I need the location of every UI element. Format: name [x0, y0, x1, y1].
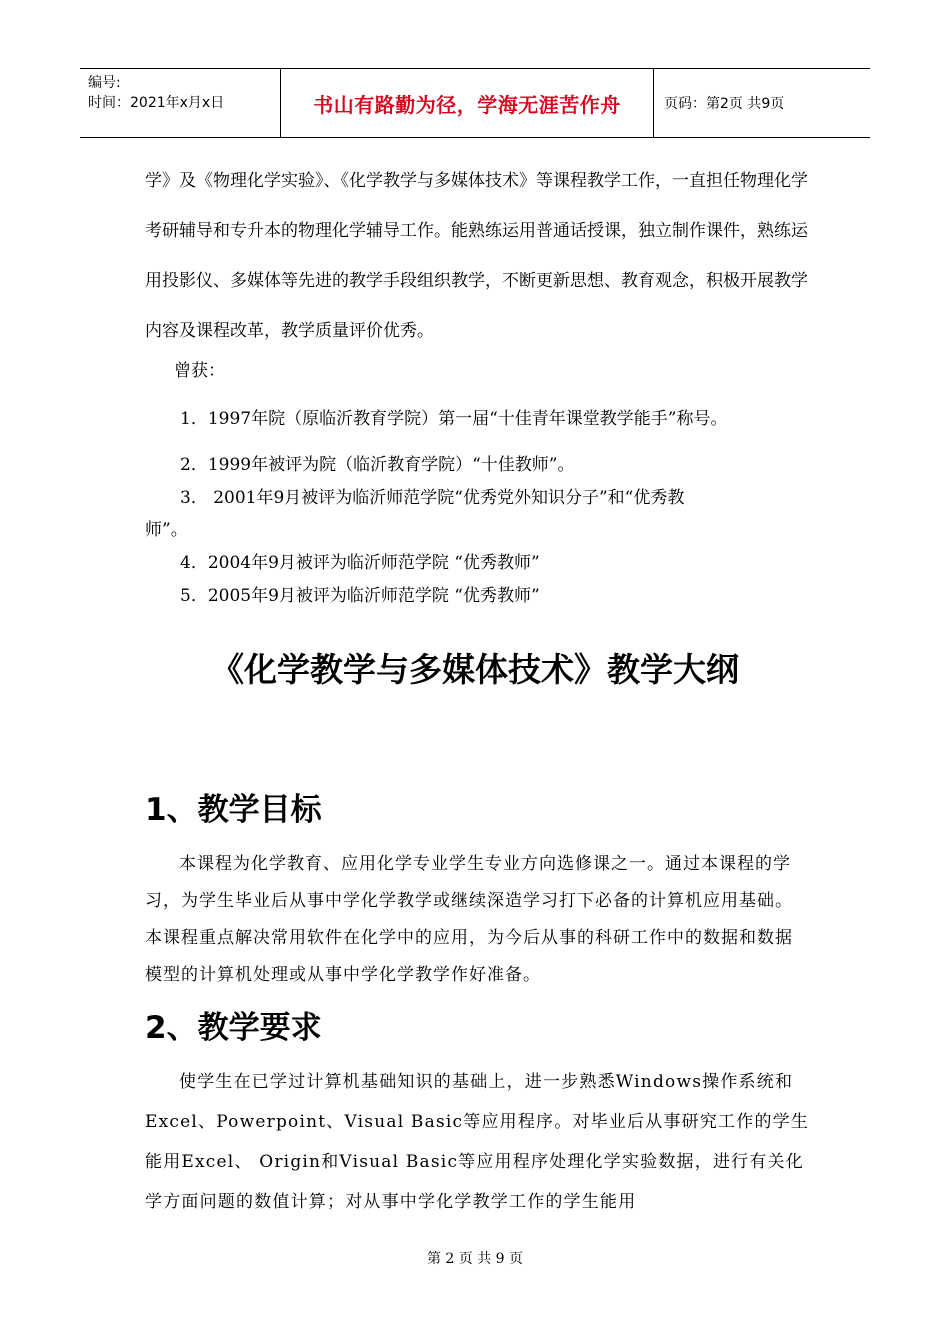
award-item-1: 1．1997年院（原临沂教育学院）第一届“十佳青年课堂教学能手”称号。 — [180, 409, 728, 429]
header-motto: 书山有路勤为径，学海无涯苦作舟 — [281, 69, 654, 137]
award-item-3-cont: 师”。 — [145, 520, 188, 540]
time-label: 时间：2021年x月x日 — [88, 95, 225, 111]
award-item-4: 4．2004年9月被评为临沂师范学院 “优秀教师” — [180, 553, 540, 573]
header-page-code: 页码：第2页 共9页 — [664, 96, 785, 112]
section-heading-2: 2、教学要求 — [145, 1010, 322, 1046]
page-footer: 第 2 页 共 9 页 — [426, 1251, 524, 1267]
section-body-2: 使学生在已学过计算机基础知识的基础上，进一步熟悉Windows操作系统和Excel、Powerpoint、Visual Basic等应用程序。对毕业后从事研究工作的学生能用Excel、 Origin和Visual Basic等应用程序处理化学实验数据，进行有关化学方面问题的数值计算；对从事中学化学教学工作的学生能用 — [145, 1072, 810, 1212]
page-header — [80, 68, 870, 138]
number-label: 编号: — [88, 75, 121, 91]
section-heading-1: 1、教学目标 — [145, 792, 322, 828]
section-body-1: 本课程为化学教育、应用化学专业学生专业方向选修课之一。通过本课程的学习，为学生毕业后从事中学化学教学或继续深造学习打下必备的计算机应用基础。本课程重点解决常用软件在化学中的应用，为今后从事的科研工作中的数据和数据模型的计算机处理或从事中学化学教学作好准备。 — [145, 854, 793, 985]
awards-label: 曾获： — [174, 361, 225, 381]
intro-paragraph: 学》及《物理化学实验》、《化学教学与多媒体技术》等课程教学工作，一直担任物理化学考研辅导和专升本的物理化学辅导工作。能熟练运用普通话授课，独立制作课件，熟练运用投影仪、多媒体等先进的教学手段组织教学，不断更新思想、教育观念，积极开展教学内容及课程改革，教学质量评价优秀。 — [145, 171, 808, 341]
document-title: 《化学教学与多媒体技术》教学大纲 — [211, 650, 739, 689]
award-item-5: 5．2005年9月被评为临沂师范学院 “优秀教师” — [180, 586, 540, 606]
award-item-2: 2．1999年被评为院（临沂教育学院）“十佳教师”。 — [180, 455, 575, 475]
award-item-3: 3． 2001年9月被评为临沂师范学院“优秀党外知识分子”和“优秀教 — [180, 488, 685, 508]
header-meta — [80, 69, 281, 137]
